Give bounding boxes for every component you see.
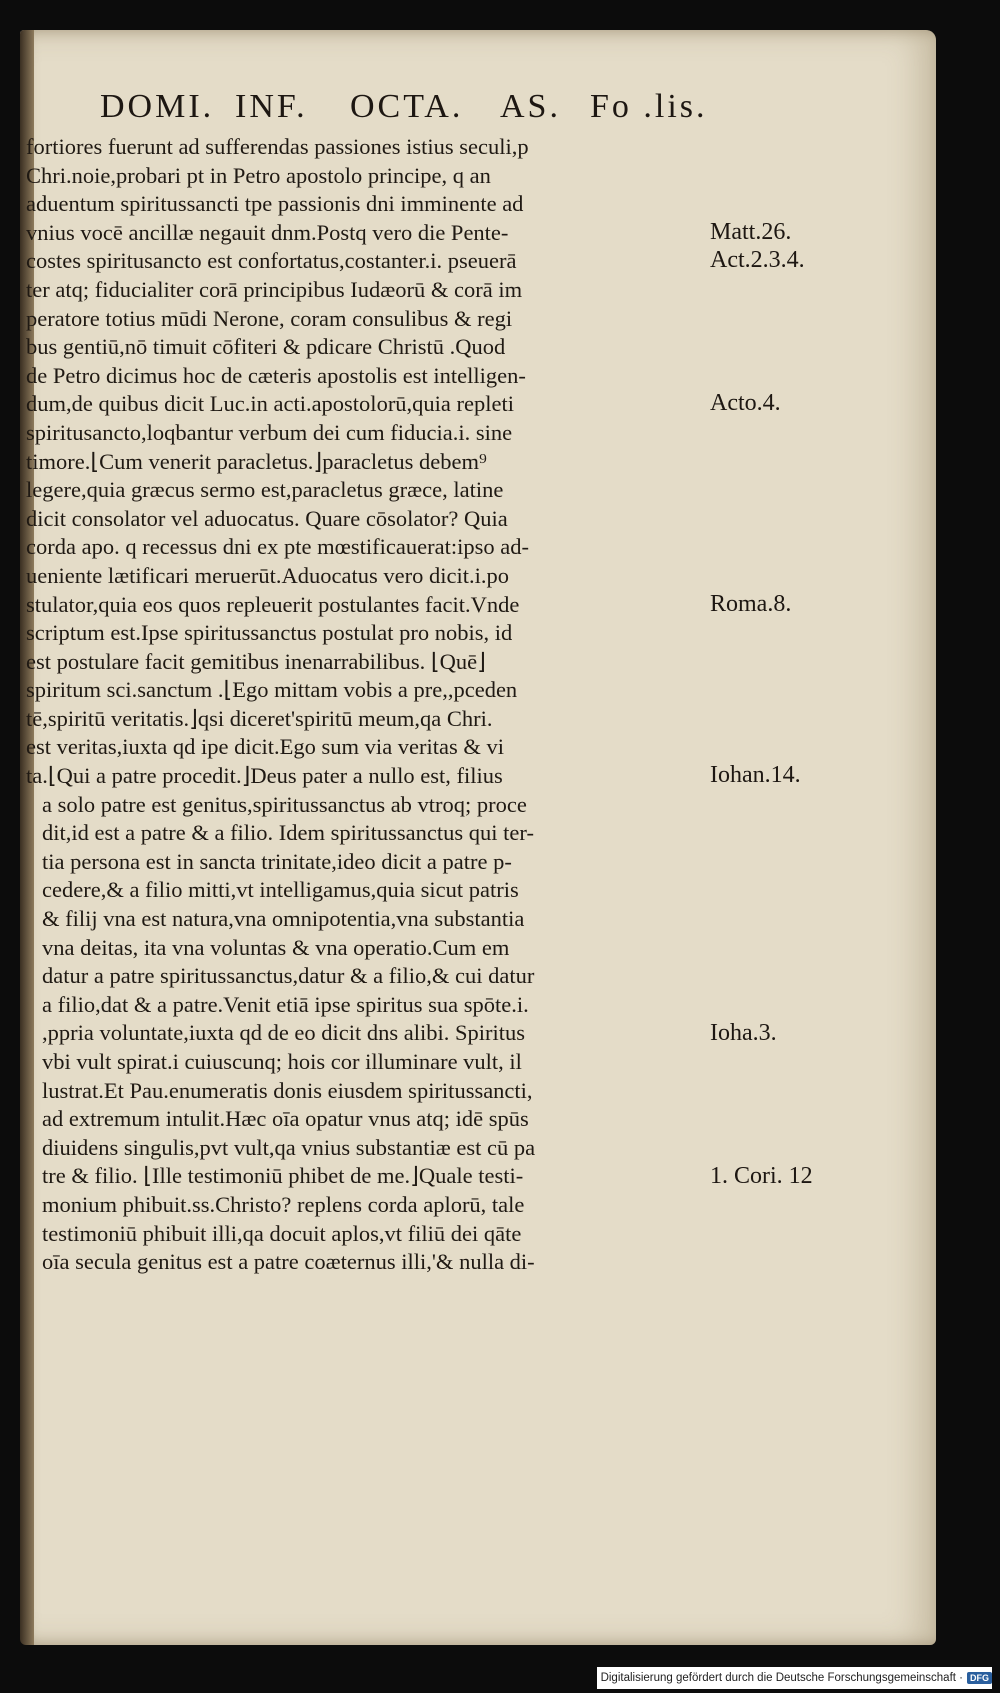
text-line: lustrat.Et Pau.enumeratis donis eiusdem spiritussancti, bbox=[42, 1077, 533, 1103]
text-line: fortiores fuerunt ad sufferendas passiones istius seculi,p bbox=[26, 134, 529, 159]
text-line: peratore totius mūdi Nerone, coram consulibus & regi bbox=[26, 305, 513, 331]
text-line: testimoniū phibuit illi,qa docuit aplos,vt filiū dei qāte bbox=[42, 1220, 522, 1246]
header-word: AS. bbox=[500, 88, 561, 125]
margin-note-reference: Ioha.3. bbox=[710, 1019, 777, 1046]
header-word: INF. bbox=[235, 88, 308, 125]
text-line: vbi vult spirat.i cuiuscunq; hois cor illuminare vult, il bbox=[42, 1049, 522, 1074]
text-line: a filio,dat & a patre.Venit etiā ipse spiritus sua spōte.i. bbox=[42, 991, 529, 1017]
text-line: ta.⌊Qui a patre procedit.⌋Deus pater a nullo est, filius bbox=[26, 763, 503, 789]
text-line: vnius vocē ancillæ negauit dnm.Postq vero die Pente- bbox=[26, 219, 509, 245]
credit-text: Digitalisierung gefördert durch die Deutsche Forschungsgemeinschaft · bbox=[600, 1672, 963, 1684]
text-line: stulator,quia eos quos repleuerit postulantes facit.Vnde bbox=[26, 591, 520, 617]
text-line: scriptum est.Ipse spiritussanctus postulat pro nobis, id bbox=[26, 620, 513, 646]
text-line: costes spiritusancto est confortatus,costanter.i. pseuerā bbox=[26, 248, 517, 274]
running-header bbox=[100, 88, 708, 132]
digitization-credit bbox=[597, 1667, 992, 1689]
margin-note-reference: Roma.8. bbox=[710, 590, 792, 617]
text-line: vna deitas, ita vna voluntas & vna operatio.Cum em bbox=[42, 934, 510, 960]
text-line: a solo patre est genitus,spiritussanctus ab vtroq; proce bbox=[42, 791, 527, 817]
text-line: bus gentiū,nō timuit cōfiteri & pdicare Christū .Quod bbox=[26, 334, 506, 360]
text-line: monium phibuit.ss.Christo? replens corda aplorū, tale bbox=[42, 1191, 525, 1217]
dfg-logo: DFG bbox=[967, 1672, 992, 1684]
text-line: & filij vna est natura,vna omnipotentia,vna substantia bbox=[42, 906, 525, 932]
text-line: spiritusancto,loqbantur verbum dei cum fiducia.i. sine bbox=[26, 419, 513, 445]
margin-note-reference: Iohan.14. bbox=[710, 762, 801, 789]
text-line: spiritum sci.sanctum .⌊Ego mittam vobis a pre,,pceden bbox=[26, 677, 518, 703]
text-line: cedere,& a filio mitti,vt intelligamus,quia sicut patris bbox=[42, 877, 519, 903]
text-line: oīa secula genitus est a patre coæternus illi,'& nulla di- bbox=[42, 1249, 535, 1275]
text-line: tre & filio. ⌊Ille testimoniū phibet de me.⌋Quale testi- bbox=[42, 1163, 524, 1189]
margin-note-reference: 1. Cori. 12 bbox=[710, 1162, 813, 1189]
text-line: dicit consolator vel aduocatus. Quare cōsolator? Quia bbox=[26, 505, 508, 531]
text-line: ad extremum intulit.Hæc oīa opatur vnus atq; idē spūs bbox=[42, 1106, 529, 1132]
text-line: aduentum spiritussancti tpe passionis dni imminente ad bbox=[26, 191, 524, 217]
header-word: OCTA. bbox=[350, 88, 464, 125]
text-line: legere,quia græcus sermo est,paracletus græce, latine bbox=[26, 477, 504, 503]
header-word: DOMI. bbox=[100, 88, 215, 125]
text-line: tia persona est in sancta trinitate,ideo dicit a patre p- bbox=[42, 848, 512, 874]
text-line: ter atq; fiducialiter corā principibus Iudæorū & corā im bbox=[26, 276, 523, 302]
text-line: ,ppria voluntate,iuxta qd de eo dicit dns alibi. Spiritus bbox=[42, 1020, 526, 1046]
text-line: est veritas,iuxta qd ipe dicit.Ego sum via veritas & vi bbox=[26, 734, 505, 760]
margin-note-reference: Act.2.3.4. bbox=[710, 247, 805, 274]
text-line: diuidens singulis,pvt vult,qa vnius substantiæ est cū pa bbox=[42, 1134, 536, 1160]
text-line: dit,id est a patre & a filio. Idem spiritussanctus qui ter- bbox=[42, 820, 534, 846]
text-line: tē,spiritū veritatis.⌋qsi diceret'spiritū meum,qa Chri. bbox=[26, 705, 493, 731]
text-line: corda apo. q recessus dni ex pte mœstificauerat:ipso ad- bbox=[26, 534, 529, 560]
margin-note-reference: Matt.26. bbox=[710, 218, 792, 245]
folio-number: Fo .lis. bbox=[590, 88, 708, 125]
text-line: est postulare facit gemitibus inenarrabilibus. ⌊Quē⌋ bbox=[26, 648, 486, 674]
body-text-block bbox=[26, 133, 726, 1277]
text-line: de Petro dicimus hoc de cæteris apostolis est intelligen- bbox=[26, 362, 526, 388]
margin-note-reference: Acto.4. bbox=[710, 390, 781, 417]
text-line: datur a patre spiritussanctus,datur & a filio,& cui datur bbox=[42, 963, 535, 989]
text-line: timore.⌊Cum venerit paracletus.⌋paracletus debem⁹ bbox=[26, 448, 487, 474]
text-line: dum,de quibus dicit Luc.in acti.apostolorū,quia repleti bbox=[26, 391, 515, 417]
text-line: Chri.noie,probari pt in Petro apostolo principe, q an bbox=[26, 162, 491, 188]
text-line: ueniente lætificari meruerūt.Aduocatus vero dicit.i.po bbox=[26, 562, 509, 588]
